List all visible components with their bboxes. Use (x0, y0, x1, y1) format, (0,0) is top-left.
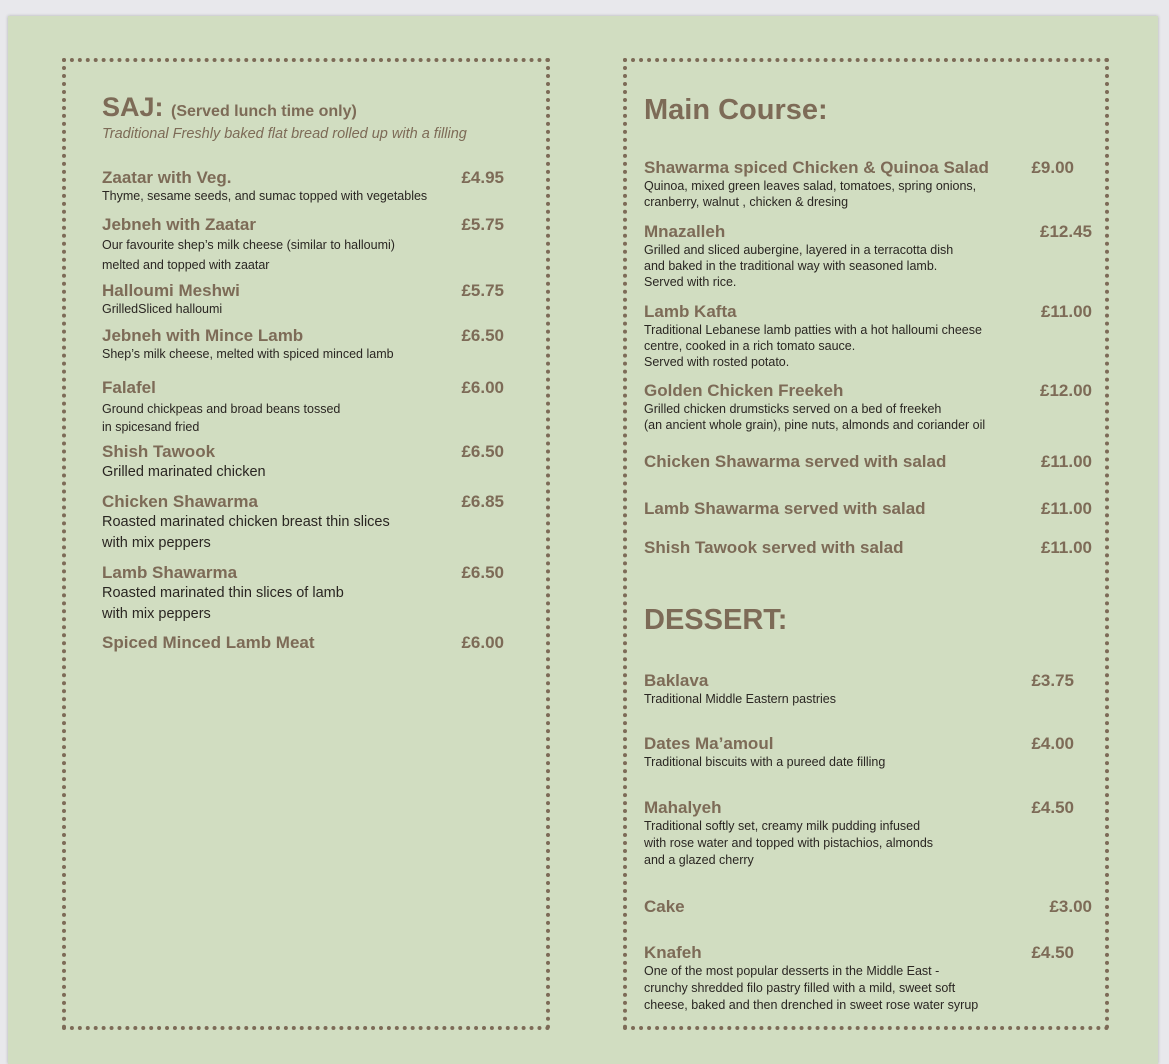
menu-item (644, 302, 1092, 370)
item-description: Ground chickpeas and broad beans tossed in spicesand fried (102, 402, 341, 434)
item-price: £11.00 (1040, 499, 1092, 518)
item-name: Lamb Shawarma served with salad (644, 499, 926, 518)
item-name: Mnazalleh (644, 222, 726, 241)
menu-item (102, 378, 504, 436)
saj-note: (Served lunch time only) (171, 103, 357, 120)
menu-item (102, 492, 504, 554)
item-description: Grilled chicken drumsticks served on a bed of freekeh (an ancient whole grain), pine nuts, almonds and coriander oil (644, 402, 986, 432)
item-name: Golden Chicken Freekeh (644, 381, 844, 400)
menu-item (102, 633, 504, 653)
menu-item (644, 158, 1092, 210)
item-name: Jebneh with Mince Lamb (102, 326, 304, 345)
menu-item (102, 563, 504, 625)
item-price: £11.00 (1040, 302, 1092, 321)
menu-item (102, 215, 504, 275)
item-name: Cake (644, 897, 685, 916)
saj-panel (62, 58, 550, 1030)
item-name: Lamb Shawarma (102, 563, 238, 582)
menu-item (644, 897, 1092, 917)
item-price: £6.00 (461, 633, 504, 652)
menu-item (102, 168, 504, 205)
item-description: Traditional softly set, creamy milk pudding infused with rose water and topped with pistachios, almonds and a glazed cherry (644, 819, 934, 867)
menu-item (644, 499, 1092, 519)
item-description: Roasted marinated thin slices of lamb with mix peppers (102, 585, 344, 622)
item-name: Chicken Shawarma (102, 492, 258, 511)
menu-item (644, 943, 1092, 1014)
saj-subtitle: Traditional Freshly baked flat bread rolled up with a filling (102, 126, 467, 142)
menu-item (644, 734, 1092, 771)
dessert-title: DESSERT: (644, 604, 788, 636)
item-price: £6.50 (461, 442, 504, 461)
item-price: £3.75 (1031, 671, 1074, 690)
menu-item (644, 538, 1092, 558)
item-price: £4.00 (1031, 734, 1074, 753)
item-name: Baklava (644, 671, 709, 690)
item-name: Spiced Minced Lamb Meat (102, 633, 315, 652)
item-description: Grilled marinated chicken (102, 464, 266, 480)
item-price: £6.50 (461, 326, 504, 345)
item-price: £4.50 (1031, 943, 1074, 962)
item-price: £4.95 (461, 168, 504, 187)
item-name: Shawarma spiced Chicken & Quinoa Salad (644, 158, 989, 177)
item-name: Zaatar with Veg. (102, 168, 232, 187)
item-description: Traditional biscuits with a pureed date filling (644, 755, 886, 769)
item-price: £4.50 (1031, 798, 1074, 817)
item-price: £3.00 (1049, 897, 1092, 916)
menu-item (644, 671, 1092, 708)
item-description: Grilled and sliced aubergine, layered in a terracotta dish and baked in the traditional way with seasoned lamb. Served with rice. (644, 243, 954, 289)
item-description: One of the most popular desserts in the Middle East - crunchy shredded filo pastry filled with a mild, sweet soft cheese, baked and then drenched in sweet rose water syrup (644, 964, 979, 1012)
menu-item (102, 326, 504, 363)
item-price: £12.45 (1040, 222, 1092, 241)
item-price: £5.75 (461, 281, 504, 300)
item-price: £11.00 (1040, 452, 1092, 471)
item-price: £5.75 (461, 215, 504, 234)
item-name: Knafeh (644, 943, 702, 962)
item-name: Shish Tawook served with salad (644, 538, 904, 557)
menu-item (644, 381, 1092, 433)
menu-item (644, 452, 1092, 472)
saj-heading (102, 92, 357, 123)
item-name: Dates Ma’amoul (644, 734, 774, 753)
item-description: Shep’s milk cheese, melted with spiced minced lamb (102, 347, 394, 361)
menu-item (644, 222, 1092, 290)
menu-item (102, 281, 504, 318)
item-price: £9.00 (1031, 158, 1074, 177)
item-description: GrilledSliced halloumi (102, 302, 223, 316)
menu-page (8, 16, 1158, 1064)
item-name: Halloumi Meshwi (102, 281, 240, 300)
item-name: Jebneh with Zaatar (102, 215, 256, 234)
item-price: £6.50 (461, 563, 504, 582)
item-name: Shish Tawook (102, 442, 216, 461)
item-price: £12.00 (1040, 381, 1092, 400)
item-description: Quinoa, mixed green leaves salad, tomatoes, spring onions, cranberry, walnut , chicken & dresing (644, 179, 977, 209)
main-dessert-panel (623, 58, 1109, 1030)
item-description: Thyme, sesame seeds, and sumac topped with vegetables (102, 189, 428, 203)
item-description: Our favourite shep’s milk cheese (similar to halloumi) melted and topped with zaatar (102, 238, 395, 272)
item-description: Traditional Middle Eastern pastries (644, 692, 836, 706)
item-description: Traditional Lebanese lamb patties with a hot halloumi cheese centre, cooked in a rich tomato sauce. Served with rosted potato. (644, 323, 982, 369)
item-price: £6.85 (461, 492, 504, 511)
item-name: Chicken Shawarma served with salad (644, 452, 947, 471)
saj-title: SAJ: (102, 92, 164, 122)
item-price: £11.00 (1040, 538, 1092, 557)
item-name: Falafel (102, 378, 156, 397)
main-course-title: Main Course: (644, 94, 828, 126)
menu-item (644, 798, 1092, 869)
item-name: Lamb Kafta (644, 302, 737, 321)
menu-item (102, 442, 504, 483)
item-name: Mahalyeh (644, 798, 722, 817)
item-description: Roasted marinated chicken breast thin slices with mix peppers (102, 514, 390, 551)
item-price: £6.00 (461, 378, 504, 397)
